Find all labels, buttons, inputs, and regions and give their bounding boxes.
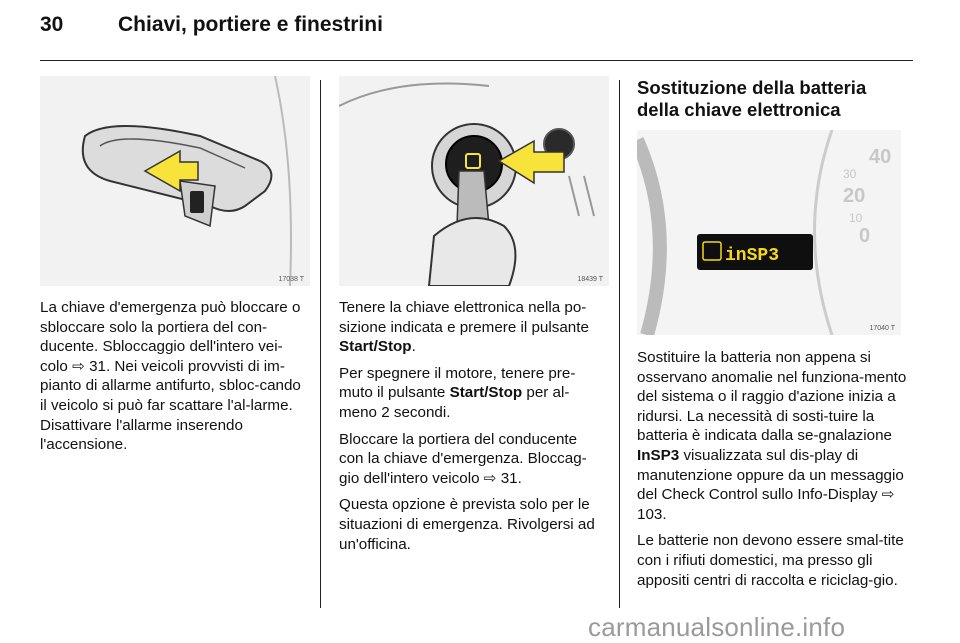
gauge-label-30: 30 bbox=[843, 167, 857, 181]
ref-arrow-icon: ⇨ bbox=[881, 486, 895, 504]
paragraph: Per spegnere il motore, tenere pre-muto il pulsante Start/Stop per al-meno 2 secondi. bbox=[339, 364, 576, 421]
paragraph: Questa opzione è prevista solo per le situazioni di emergenza. Rivolgersi ad un'officina. bbox=[339, 496, 595, 553]
gauge-label-20: 20 bbox=[843, 185, 866, 207]
paragraph: La chiave d'emergenza può bloccare o sbloccare solo la portiera del con-ducente. Sbloccaggio dell'intero vei-colo ⇨ 31. Nei veicoli provvisti di im-pianto di allarme antifurto, sbloc-cando il veicolo si può far scattare l'al-larme. Disattivare l'allarme inserendo l'accensione. bbox=[40, 299, 301, 454]
gauge-label-40: 40 bbox=[869, 146, 892, 168]
column-3 bbox=[637, 348, 912, 597]
header-rule bbox=[40, 60, 913, 61]
start-stop-illustration bbox=[339, 76, 609, 286]
figure-code: 18439 T bbox=[577, 276, 603, 283]
figure-start-stop bbox=[339, 76, 609, 286]
column-2 bbox=[339, 298, 604, 561]
column-divider-1 bbox=[320, 80, 321, 608]
paragraph: Le batterie non devono essere smal-tite con i rifiuti domestici, ma presso gli appositi centri di raccolta e riciclag-gio. bbox=[637, 532, 904, 589]
gauge-label-0: 0 bbox=[859, 225, 871, 247]
figure-door-handle bbox=[40, 76, 310, 286]
gauge-label-10: 10 bbox=[849, 211, 863, 225]
figure-code: 17040 T bbox=[869, 325, 895, 332]
column-divider-2 bbox=[619, 80, 620, 608]
figure-code: 17038 T bbox=[278, 276, 304, 283]
column-1 bbox=[40, 298, 308, 462]
watermark: carmanualsonline.info bbox=[588, 612, 846, 642]
figure-instrument-display bbox=[637, 130, 901, 335]
paragraph: Sostituire la batteria non appena si osservano anomalie nel funziona-mento del sistema o il raggio d'azione inizia a ridursi. La necessità di sosti-tuire la batteria è indicata dalla se-gnalazione InSP3 visualizzata sul dis-play di manutenzione oppure da un messaggio del Check Control sullo Info-Display ⇨ 103. bbox=[637, 349, 907, 523]
section-heading: Sostituzione della batteria della chiave elettronica bbox=[637, 77, 867, 120]
paragraph: Tenere la chiave elettronica nella po-sizione indicata e premere il pulsante Start/Stop. bbox=[339, 299, 589, 356]
paragraph: Bloccare la portiera del conducente con la chiave d'emergenza. Bloccag-gio dell'intero veicolo ⇨ 31. bbox=[339, 430, 587, 487]
door-handle-illustration bbox=[40, 76, 310, 286]
display-maintenance-text: inSP3 bbox=[725, 246, 780, 266]
instrument-cluster-illustration bbox=[637, 130, 901, 335]
page-title: Chiavi, portiere e finestrini bbox=[118, 13, 383, 36]
ref-arrow-icon: ⇨ bbox=[72, 357, 85, 375]
ref-arrow-icon: ⇨ bbox=[483, 469, 497, 487]
page-number: 30 bbox=[40, 13, 64, 36]
